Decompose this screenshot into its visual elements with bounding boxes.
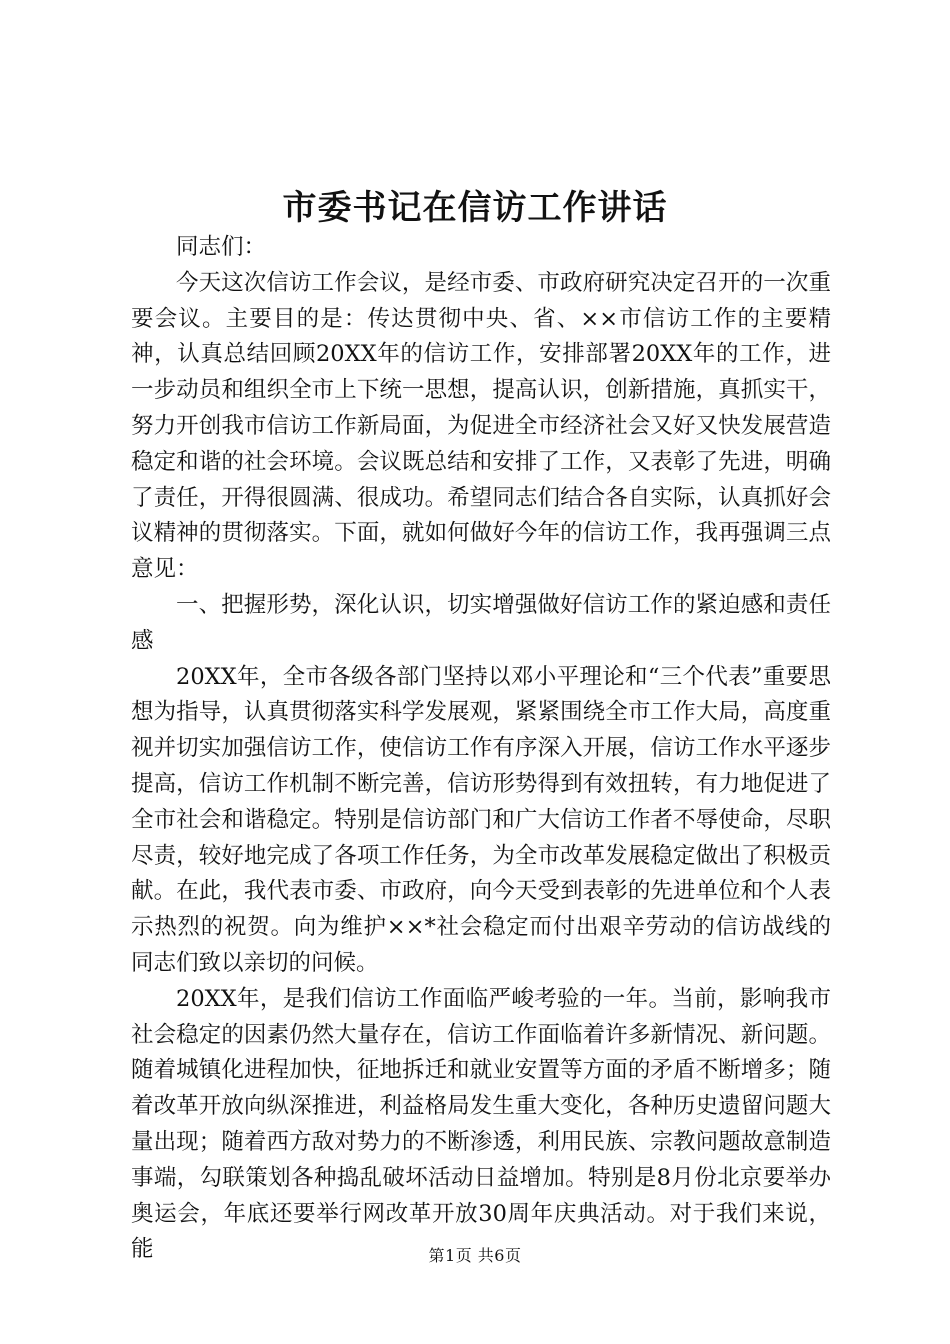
document-title: 市委书记在信访工作讲话	[282, 188, 668, 228]
body-paragraph: 20XX年，全市各级各部门坚持以邓小平理论和“三个代表”重要思想为指导，认真贯彻落实科学发展观，紧紧围绕全市工作大局，高度重视并切实加强信访工作，使信访工作有序深入开展，信访工作水平逐步提高，信访工作机制不断完善，信访形势得到有效扭转，有力地促进了全市社会和谐稳定。特别是信访部门和广大信访工作者不辱使命，尽职尽责，较好地完成了各项工作任务，为全市改革发展稳定做出了积极贡献。在此，我代表市委、市政府，向今天受到表彰的先进单位和个人表示热烈的祝贺。向为维护××*社会稳定而付出艰辛劳动的信访战线的同志们致以亲切的问候。	[131, 663, 831, 976]
section-heading: 一、把握形势，深化认识，切实增强做好信访工作的紧迫感和责任感	[131, 591, 831, 654]
document-body	[131, 230, 831, 1268]
body-paragraph: 今天这次信访工作会议，是经市委、市政府研究决定召开的一次重要会议。主要目的是：传达贯彻中央、省、××市信访工作的主要精神，认真总结回顾20XX年的信访工作，安排部署20XX年的工作，进一步动员和组织全市上下统一思想，提高认识，创新措施，真抓实干，努力开创我市信访工作新局面，为促进全市经济社会又好又快发展营造稳定和谐的社会环境。会议既总结和安排了工作，又表彰了先进，明确了责任，开得很圆满、很成功。希望同志们结合各自实际，认真抓好会议精神的贯彻落实。下面，就如何做好今年的信访工作，我再强调三点意见：	[131, 269, 831, 583]
body-paragraph: 20XX年，是我们信访工作面临严峻考验的一年。当前，影响我市社会稳定的因素仍然大量存在，信访工作面临着许多新情况、新问题。随着城镇化进程加快，征地拆迁和就业安置等方面的矛盾不断增多；随着改革开放向纵深推进，利益格局发生重大变化，各种历史遗留问题大量出现；随着西方敌对势力的不断渗透，利用民族、宗教问题故意制造事端，勾联策划各种捣乱破坏活动日益增加。特别是8月份北京要举办奥运会，年底还要举行网改革开放30周年庆典活动。对于我们来说，能	[131, 985, 831, 1263]
salutation-paragraph: 同志们：	[176, 234, 267, 260]
page-footer: 第1页 共6页	[428, 1246, 522, 1265]
